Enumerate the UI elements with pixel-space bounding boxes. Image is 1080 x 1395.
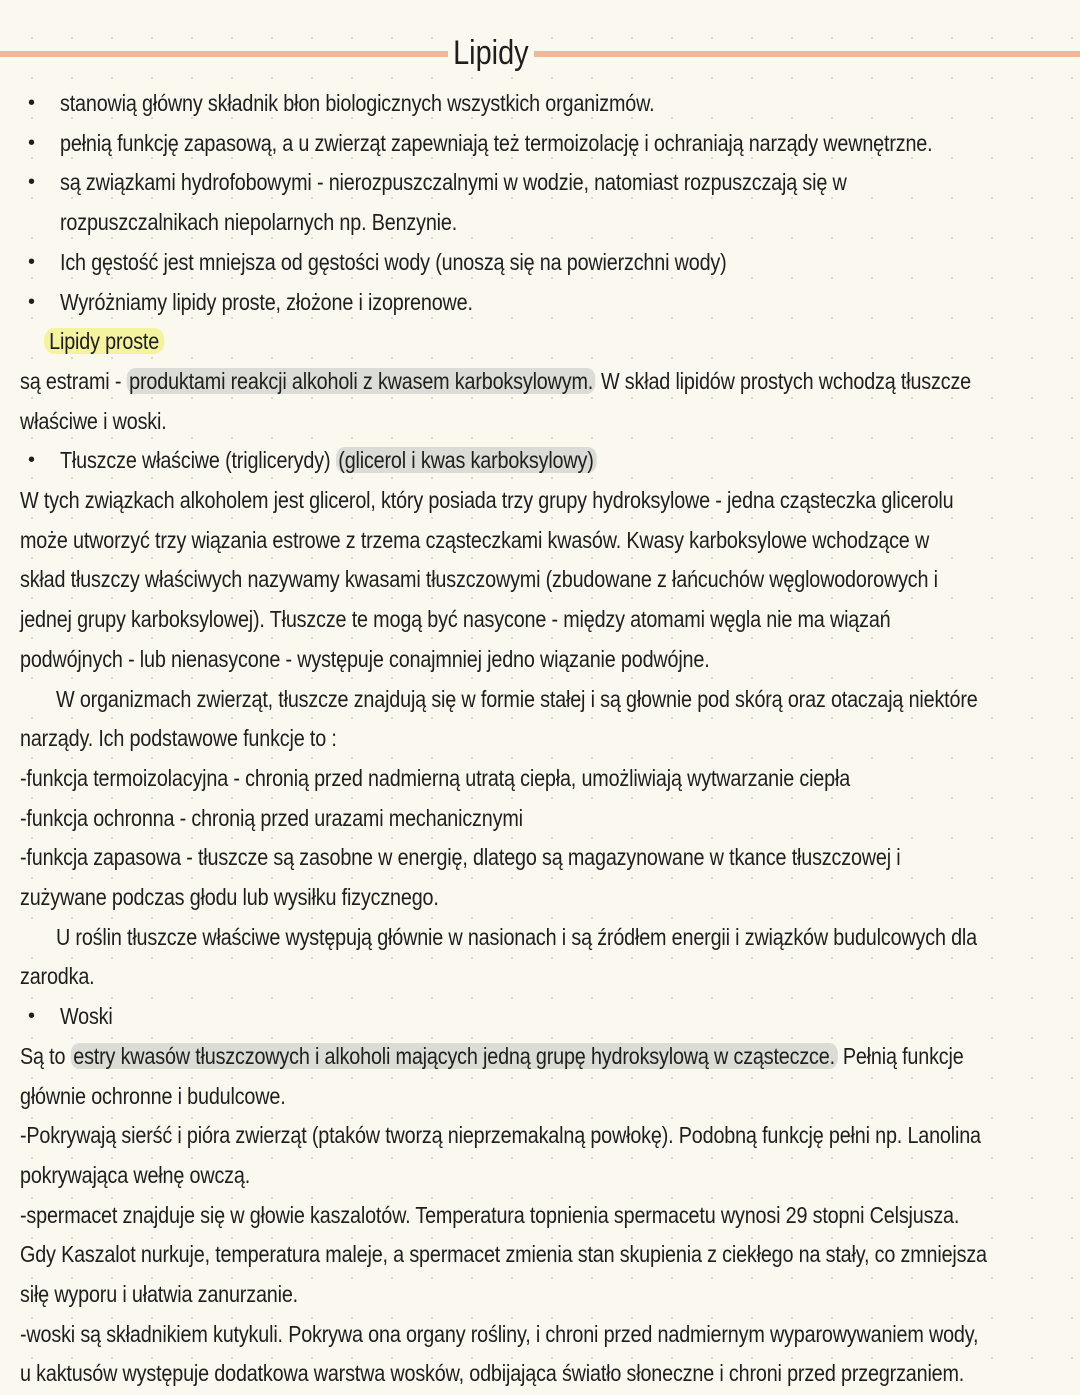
text-line xyxy=(56,679,978,719)
text-line xyxy=(60,440,596,480)
line-text: rozpuszczalnikach niepolarnych np. Benzynie. xyxy=(60,209,458,236)
text-line xyxy=(20,520,929,560)
line-text: zużywane podczas głodu lub wysiłku fizycznego. xyxy=(20,884,439,910)
bullet-icon: • xyxy=(28,290,36,313)
section-heading: Lipidy proste xyxy=(44,328,164,354)
line-text: Wyróżniamy lipidy proste, złożone i izoprenowe. xyxy=(60,288,473,315)
line-text: zarodka. xyxy=(20,963,95,990)
text-line xyxy=(20,480,953,520)
line-text: -funkcja zapasowa - tłuszcze są zasobne w energię, dlatego są magazynowane w tkance tłuszczowej i xyxy=(20,844,901,871)
text-line xyxy=(60,282,473,322)
line-text: są estrami - xyxy=(20,367,127,394)
text-line xyxy=(20,1115,981,1155)
text-line xyxy=(60,996,113,1036)
text-line xyxy=(60,162,847,202)
line-text: Tłuszcze właściwe (triglicerydy) xyxy=(60,447,336,474)
line-text: są związkami hydrofobowymi - nierozpuszczalnymi w wodzie, natomiast rozpuszczają się w xyxy=(60,169,847,196)
line-text: pokrywająca wełnę owczą. xyxy=(20,1161,251,1188)
text-line xyxy=(60,83,654,123)
text-line xyxy=(20,1274,298,1314)
text-line xyxy=(20,877,439,917)
line-text: siłę wyporu i ułatwia zanurzanie. xyxy=(20,1281,298,1307)
text-line xyxy=(56,917,977,957)
text-line xyxy=(20,1036,964,1076)
text-line xyxy=(20,718,337,758)
line-text: -woski są składnikiem kutykuli. Pokrywa ona organy rośliny, i chroni przed nadmiernym wyparowywaniem wody, xyxy=(20,1320,979,1347)
text-line xyxy=(60,123,932,163)
line-text: Gdy Kaszalot nurkuje, temperatura maleje, a spermacet zmienia stan skupienia z ciekłego na stały, co zmniejsza xyxy=(20,1241,987,1268)
text-line xyxy=(20,1155,250,1195)
text-line xyxy=(20,559,938,599)
line-text: właściwe i woski. xyxy=(20,407,167,434)
text-line xyxy=(60,242,727,282)
line-text: -spermacet znajduje się w głowie kaszalotów. Temperatura topnienia spermacetu wynosi 29 stopni Celsjusza. xyxy=(20,1201,960,1228)
highlighted-text: estry kwasów tłuszczowych i alkoholi mających jedną grupę hydroksylową w cząsteczce. xyxy=(71,1043,838,1069)
text-line xyxy=(44,321,164,361)
text-line xyxy=(20,1076,286,1116)
line-text: -funkcja termoizolacyjna - chronią przed nadmierną utratą ciepła, umożliwiają wytwarzanie ciepła xyxy=(20,764,851,791)
bullet-icon: • xyxy=(28,1005,36,1028)
text-line xyxy=(20,758,850,798)
bullet-icon: • xyxy=(28,449,36,472)
line-text: W skład lipidów prostych wchodzą tłuszcze xyxy=(595,367,972,394)
line-text: pełnią funkcję zapasową, a u zwierząt zapewniają też termoizolację i ochraniają narządy wewnętrzne. xyxy=(60,129,933,156)
page-title: Lipidy xyxy=(448,34,534,73)
line-text: jednej grupy karboksylowej). Tłuszcze te mogą być nasycone - między atomami węgla nie ma wiązań xyxy=(20,606,891,633)
header-rule xyxy=(0,51,1080,57)
line-text: W organizmach zwierząt, tłuszcze znajdują się w formie stałej i są głownie pod skórą oraz otaczają niektóre xyxy=(56,685,978,712)
text-line xyxy=(20,639,710,679)
line-text: u kaktusów występuje dodatkowa warstwa wosków, odbijająca światło słoneczne i chroni przed przegrzaniem. xyxy=(20,1360,965,1387)
line-text: W tych związkach alkoholem jest glicerol, który posiada trzy grupy hydroksylowe - jedna cząsteczka glicerolu xyxy=(20,487,954,513)
highlighted-text: produktami reakcji alkoholi z kwasem karboksylowym. xyxy=(127,368,596,394)
text-line xyxy=(20,361,971,401)
text-line xyxy=(20,1314,978,1354)
text-line xyxy=(20,956,94,996)
text-line xyxy=(20,1353,964,1393)
line-text: skład tłuszczy właściwych nazywamy kwasami tłuszczowymi (zbudowane z łańcuchów węglowodorowych i xyxy=(20,566,938,593)
text-line xyxy=(60,202,457,242)
bullet-icon: • xyxy=(28,92,36,114)
bullet-icon: • xyxy=(28,250,36,273)
line-text: Ich gęstość jest mniejsza od gęstości wody (unoszą się na powierzchni wody) xyxy=(60,248,727,275)
text-line xyxy=(20,599,891,639)
line-text: -funkcja ochronna - chronią przed urazami mechanicznymi xyxy=(20,804,523,831)
line-text: podwójnych - lub nienasycone - występuje conajmniej jedno wiązanie podwójne. xyxy=(20,645,710,672)
text-line xyxy=(20,798,523,838)
line-text: głównie ochronne i budulcowe. xyxy=(20,1082,286,1109)
line-text: U roślin tłuszcze właściwe występują głównie w nasionach i są źródłem energii i związków budulcowych dla xyxy=(56,923,977,950)
text-line xyxy=(20,837,900,877)
line-text: -Pokrywają sierść i pióra zwierząt (ptaków tworzą nieprzemakalną powłokę). Podobną funkcję pełni np. Lanolina xyxy=(20,1122,981,1149)
line-text: Woski xyxy=(60,1003,113,1030)
text-line xyxy=(20,1195,959,1235)
text-line xyxy=(20,1234,987,1274)
line-text: narządy. Ich podstawowe funkcje to : xyxy=(20,725,337,752)
line-text: Pełnią funkcje xyxy=(837,1042,964,1069)
highlighted-text: (glicerol i kwas karboksylowy) xyxy=(336,447,597,473)
text-line xyxy=(20,401,167,441)
line-text: stanowią główny składnik błon biologicznych wszystkich organizmów. xyxy=(60,90,655,116)
line-text: Są to xyxy=(20,1042,71,1069)
line-text: może utworzyć trzy wiązania estrowe z trzema cząsteczkami kwasów. Kwasy karboksylowe wchodzące w xyxy=(20,526,930,553)
bullet-icon: • xyxy=(28,171,36,194)
bullet-icon: • xyxy=(28,131,36,154)
